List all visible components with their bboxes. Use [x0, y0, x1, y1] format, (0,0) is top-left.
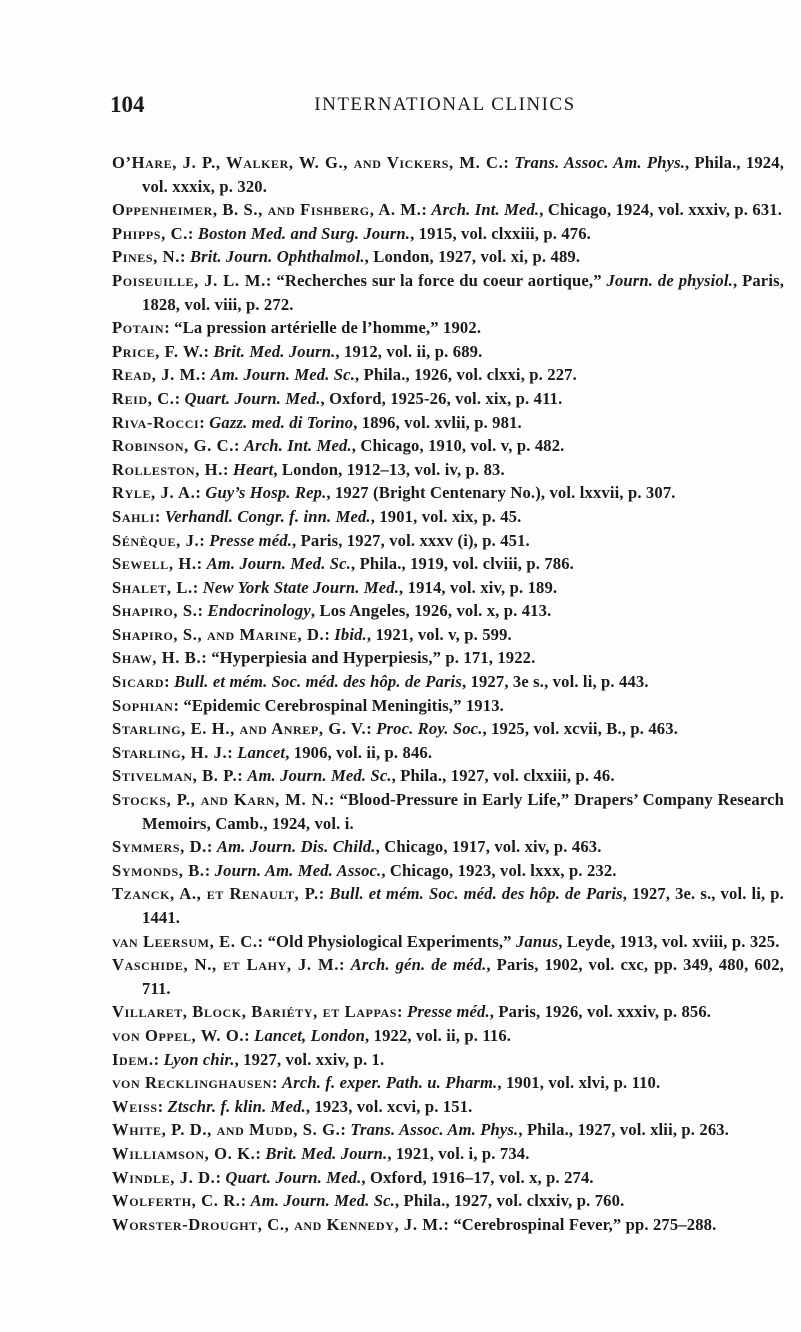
reference-author: O’Hare, J. P., Walker, W. G., and Vickers, M. C.	[112, 153, 504, 172]
reference-entry	[112, 576, 784, 600]
reference-author: Worster-Drought, C., and Kennedy, J. M.	[112, 1214, 444, 1234]
reference-author: Oppenheimer, B. S., and Fishberg, A. M.	[112, 200, 422, 220]
reference-entry	[112, 1048, 784, 1072]
reference-details: , 1901, vol. xix, p. 45.	[370, 506, 522, 526]
reference-separator: :	[318, 884, 330, 904]
reference-entry	[112, 340, 784, 364]
reference-author: Rolleston, H.	[112, 459, 223, 479]
reference-journal: Arch. Int. Med.	[243, 436, 352, 456]
reference-journal: Ibid.	[334, 624, 367, 644]
reference-journal: Janus	[515, 931, 559, 951]
reference-journal: Verhandl. Congr. f. inn. Med.	[164, 506, 371, 526]
reference-journal: Arch. f. exper. Path. u. Pharm.	[282, 1073, 498, 1093]
reference-entry	[112, 387, 784, 411]
reference-separator: :	[199, 530, 210, 550]
reference-entry	[112, 151, 784, 198]
reference-separator: :	[164, 318, 175, 338]
reference-entry	[112, 1000, 784, 1024]
reference-entry	[112, 434, 784, 458]
reference-details: , Paris, 1927, vol. xxxv (i), p. 451.	[292, 530, 530, 550]
reference-details: , Chicago, 1910, vol. v, p. 482.	[351, 436, 565, 456]
reference-entry	[112, 481, 784, 505]
reference-journal: Arch. Int. Med.	[431, 200, 540, 220]
reference-entry	[112, 1024, 784, 1048]
reference-separator: :	[206, 837, 217, 857]
reference-author: Sophian	[112, 695, 174, 715]
reference-author: Potain	[112, 318, 165, 338]
reference-journal: Am. Journ. Med. Sc.	[210, 365, 355, 385]
reference-separator: :	[257, 931, 268, 951]
reference-separator: :	[187, 223, 198, 243]
reference-separator: :	[339, 955, 351, 975]
reference-journal: Quart. Journ. Med.	[225, 1167, 362, 1187]
reference-author: Windle, J. D.	[112, 1167, 216, 1187]
reference-journal: Bull. et mém. Soc. méd. des hôp. de Paris	[174, 672, 462, 692]
reference-details: , 1901, vol. xlvi, p. 110.	[497, 1073, 661, 1093]
reference-separator: :	[154, 506, 165, 526]
reference-journal: New York State Journ. Med.	[202, 577, 400, 597]
reference-separator: :	[153, 1049, 164, 1069]
reference-entry	[112, 222, 784, 246]
reference-journal: Am. Journ. Med. Sc.	[247, 766, 392, 786]
reference-details: , Los Angeles, 1926, vol. x, p. 413.	[310, 601, 552, 621]
reference-separator: :	[195, 483, 206, 503]
reference-entry	[112, 411, 784, 435]
reference-separator: :	[192, 577, 203, 597]
reference-details: , 1927, vol. xxiv, p. 1.	[234, 1049, 385, 1069]
reference-details: , Phila., 1927, vol. clxxiii, p. 46.	[391, 766, 615, 786]
reference-separator: :	[164, 672, 175, 692]
reference-entry	[112, 269, 784, 316]
reference-entry	[112, 670, 784, 694]
reference-author: Weiss	[112, 1096, 158, 1116]
reference-title: “Epidemic Cerebrospinal Meningitis,” 1913.	[183, 695, 504, 715]
reference-entry	[112, 741, 784, 765]
reference-entry	[112, 198, 784, 222]
reference-details: , 1927, 3e. s., vol. li, p. 1441.	[142, 884, 784, 927]
reference-details: , Paris, 1902, vol. cxc, pp. 349, 480, 602, 711.	[142, 955, 784, 998]
reference-details: , 1915, vol. clxxiii, p. 476.	[410, 223, 591, 243]
reference-entry	[112, 245, 784, 269]
reference-author: White, P. D., and Mudd, S. G.	[112, 1120, 341, 1140]
reference-entry	[112, 458, 784, 482]
reference-details: , Phila., 1926, vol. clxxi, p. 227.	[355, 365, 577, 385]
reference-title: “Hyperpiesia and Hyperpiesis,” p. 171, 1922.	[211, 648, 536, 668]
reference-details: , Oxford, 1925-26, vol. xix, p. 411.	[320, 388, 563, 408]
reference-details: , Oxford, 1916–17, vol. x, p. 274.	[361, 1167, 594, 1187]
reference-separator: :	[196, 554, 207, 574]
reference-journal: Heart	[232, 459, 274, 479]
reference-details: , Phila., 1927, vol. clxxiv, p. 760.	[394, 1191, 625, 1211]
reference-details: , 1912, vol. ii, p. 689.	[335, 341, 483, 361]
reference-entry	[112, 1166, 784, 1190]
reference-separator: :	[255, 1143, 266, 1163]
reference-author: Read, J. M.	[112, 365, 201, 385]
reference-journal: Journ. de physiol.	[606, 270, 733, 290]
reference-separator: :	[244, 1025, 255, 1045]
reference-author: Riva-Rocci	[112, 412, 200, 432]
reference-separator: :	[240, 1191, 251, 1211]
reference-details: , 1914, vol. xiv, p. 189.	[399, 577, 558, 597]
reference-journal: Trans. Assoc. Am. Phys.	[350, 1120, 519, 1140]
reference-separator: :	[233, 436, 244, 456]
reference-author: Williamson, O. K.	[112, 1143, 256, 1163]
reference-entry	[112, 694, 784, 718]
reference-journal: Guy’s Hosp. Rep.	[205, 483, 327, 503]
reference-details: , London, 1927, vol. xi, p. 489.	[364, 247, 581, 267]
reference-author: Stocks, P., and Karn, M. N.	[112, 790, 329, 810]
reference-journal: Journ. Am. Med. Assoc.	[214, 860, 382, 880]
reference-journal: Bull. et mém. Soc. méd. des hôp. de Paris	[329, 884, 623, 904]
reference-author: Pines, N.	[112, 247, 180, 267]
reference-list	[112, 151, 784, 1236]
reference-separator: :	[324, 624, 335, 644]
reference-separator: :	[179, 247, 190, 267]
reference-separator: :	[328, 790, 340, 810]
reference-entry	[112, 646, 784, 670]
reference-author: Shalet, L.	[112, 577, 193, 597]
reference-author: Robinson, G. C.	[112, 436, 234, 456]
reference-journal: Ztschr. f. klin. Med.	[167, 1096, 306, 1116]
reference-separator: :	[421, 200, 432, 220]
reference-details: , 1921, vol. v, p. 599.	[366, 624, 512, 644]
reference-entry	[112, 599, 784, 623]
reference-journal: Quart. Journ. Med.	[184, 388, 321, 408]
reference-details: , Paris, 1926, vol. xxxiv, p. 856.	[489, 1002, 712, 1022]
reference-entry	[112, 859, 784, 883]
reference-entry	[112, 1213, 784, 1237]
reference-author: Stivelman, B. P.	[112, 766, 238, 786]
reference-journal: Am. Journ. Med. Sc.	[206, 554, 351, 574]
reference-author: Shapiro, S., and Marine, D.	[112, 624, 325, 644]
reference-author: Sahli	[112, 506, 155, 526]
reference-entry	[112, 717, 784, 741]
reference-journal: Boston Med. and Surg. Journ.	[197, 223, 411, 243]
reference-details: , Chicago, 1924, vol. xxxiv, p. 631.	[539, 200, 783, 220]
reference-author: von Recklinghausen	[112, 1073, 273, 1093]
reference-separator: :	[173, 695, 184, 715]
reference-author: Shapiro, S.	[112, 601, 198, 621]
reference-details: , 1922, vol. ii, p. 116.	[365, 1025, 512, 1045]
reference-separator: :	[200, 365, 211, 385]
reference-details: , London, 1912–13, vol. iv, p. 83.	[273, 459, 505, 479]
reference-details: , Phila., 1927, vol. xlii, p. 263.	[518, 1120, 730, 1140]
reference-separator: :	[201, 648, 212, 668]
reference-title: “Blood-Pressure in Early Life,” Drapers’ Company Research Memoirs, Camb., 1924, vol. i.	[142, 790, 784, 833]
reference-separator: :	[272, 1073, 283, 1093]
reference-details: , Chicago, 1917, vol. xiv, p. 463.	[375, 837, 602, 857]
reference-author: Starling, E. H., and Anrep, G. V.	[112, 719, 367, 739]
reference-details: , 1921, vol. i, p. 734.	[387, 1143, 530, 1163]
reference-separator: :	[503, 153, 515, 172]
reference-entry	[112, 529, 784, 553]
reference-separator: :	[265, 270, 277, 290]
reference-author: van Leersum, E. C.	[112, 931, 258, 951]
reference-details: , 1906, vol. ii, p. 846.	[285, 742, 433, 762]
reference-entry	[112, 552, 784, 576]
reference-journal: Gazz. med. di Torino	[209, 412, 354, 432]
reference-entry	[112, 930, 784, 954]
reference-separator: :	[157, 1096, 168, 1116]
reference-author: Symonds, B.	[112, 860, 205, 880]
reference-author: Wolferth, C. R.	[112, 1191, 241, 1211]
reference-title: “Recherches sur la force du coeur aortique,”	[276, 270, 607, 290]
reference-journal: Brit. Journ. Ophthalmol.	[189, 247, 365, 267]
reference-separator: :	[204, 860, 215, 880]
reference-author: Sicard	[112, 672, 165, 692]
reference-author: Starling, H. J.	[112, 742, 228, 762]
reference-entry	[112, 1071, 784, 1095]
reference-journal: Lyon chir.	[163, 1049, 235, 1069]
reference-journal: Arch. gén. de méd.	[350, 955, 487, 975]
reference-journal: Brit. Med. Journ.	[265, 1143, 388, 1163]
reference-separator: :	[222, 459, 233, 479]
reference-separator: :	[397, 1002, 408, 1022]
reference-title: “Cerebrospinal Fever,” pp. 275–288.	[453, 1214, 717, 1234]
reference-separator: :	[203, 341, 214, 361]
reference-journal: Lancet	[237, 742, 286, 762]
reference-separator: :	[215, 1167, 226, 1187]
reference-entry	[112, 1189, 784, 1213]
reference-author: von Oppel, W. O.	[112, 1025, 245, 1045]
reference-details: , 1925, vol. xcvii, B., p. 463.	[482, 719, 678, 739]
reference-entry	[112, 835, 784, 859]
reference-details: , Phila., 1919, vol. clviii, p. 786.	[350, 554, 574, 574]
reference-separator: :	[199, 412, 210, 432]
reference-separator: :	[227, 742, 238, 762]
reference-entry	[112, 764, 784, 788]
reference-details: , Chicago, 1923, vol. lxxx, p. 232.	[381, 860, 617, 880]
reference-details: , Phila., 1924, vol. xxxix, p. 320.	[142, 153, 784, 196]
running-head: INTERNATIONAL CLINICS	[314, 94, 576, 115]
reference-entry	[112, 1142, 784, 1166]
reference-title: “Old Physiological Experiments,”	[267, 931, 516, 951]
reference-author: Ryle, J. A.	[112, 483, 196, 503]
reference-author: Tzanck, A., et Renault, P.	[112, 884, 319, 904]
reference-journal: Endocrinology	[207, 601, 311, 621]
reference-journal: Trans. Assoc. Am. Phys.	[514, 153, 685, 172]
reference-author: Sénèque, J.	[112, 530, 200, 550]
reference-details: , 1923, vol. xcvi, p. 151.	[305, 1096, 473, 1116]
reference-entry	[112, 316, 784, 340]
reference-separator: :	[237, 766, 248, 786]
page-header	[110, 92, 780, 122]
reference-journal: Proc. Roy. Soc.	[376, 719, 483, 739]
reference-details: , 1896, vol. xvlii, p. 981.	[353, 412, 522, 432]
reference-author: Vaschide, N., et Lahy, J. M.	[112, 955, 340, 975]
reference-author: Poiseuille, J. L. M.	[112, 270, 266, 290]
reference-journal: Lancet, London	[254, 1025, 366, 1045]
reference-journal: Brit. Med. Journ.	[213, 341, 336, 361]
reference-separator: :	[443, 1214, 454, 1234]
reference-details: , 1927 (Bright Centenary No.), vol. lxxvii, p. 307.	[326, 483, 676, 503]
reference-entry	[112, 505, 784, 529]
reference-author: Phipps, C.	[112, 223, 188, 243]
reference-entry	[112, 953, 784, 1000]
reference-separator: :	[366, 719, 377, 739]
reference-details: , Leyde, 1913, vol. xviii, p. 325.	[558, 931, 780, 951]
reference-entry	[112, 882, 784, 929]
reference-author: Reid, C.	[112, 388, 175, 408]
reference-journal: Presse méd.	[407, 1002, 490, 1022]
reference-title: “La pression artérielle de l’homme,” 1902.	[174, 318, 482, 338]
reference-entry	[112, 363, 784, 387]
reference-separator: :	[340, 1120, 351, 1140]
reference-author: Sewell, H.	[112, 554, 197, 574]
reference-details: , 1927, 3e s., vol. li, p. 443.	[461, 672, 649, 692]
page-number: 104	[110, 92, 145, 117]
reference-separator: :	[174, 388, 185, 408]
reference-details: , Paris, 1828, vol. viii, p. 272.	[142, 270, 784, 314]
reference-author: Price, F. W.	[112, 341, 204, 361]
reference-author: Idem.	[112, 1049, 154, 1069]
reference-entry	[112, 1095, 784, 1119]
reference-separator: :	[197, 601, 208, 621]
reference-journal: Am. Journ. Med. Sc.	[250, 1191, 395, 1211]
reference-entry	[112, 788, 784, 835]
reference-author: Villaret, Block, Bariéty, et Lappas	[112, 1002, 398, 1022]
reference-journal: Presse méd.	[209, 530, 292, 550]
reference-journal: Am. Journ. Dis. Child.	[216, 837, 376, 857]
reference-entry	[112, 1118, 784, 1142]
reference-entry	[112, 623, 784, 647]
reference-author: Symmers, D.	[112, 837, 207, 857]
reference-author: Shaw, H. B.	[112, 648, 202, 668]
